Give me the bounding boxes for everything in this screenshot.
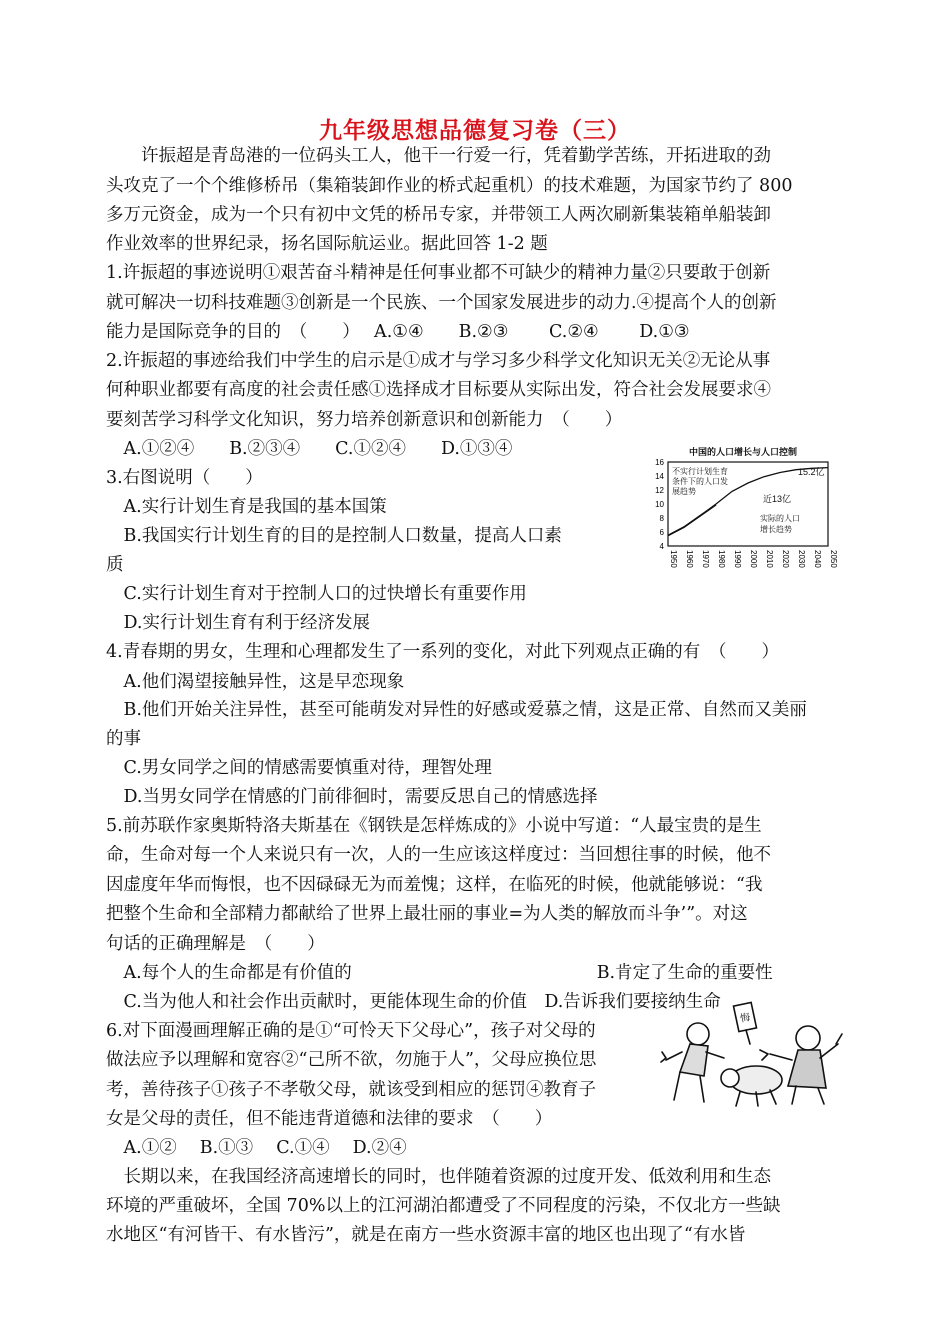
y-tick-label: 8 (659, 514, 664, 523)
x-axis-ticks (669, 550, 838, 568)
annotation-152: 15.2亿 (798, 467, 825, 477)
legend-actual-2: 增长趋势 (760, 525, 792, 534)
text-line: 句话的正确理解是 （ ） (106, 934, 325, 954)
text-line: 4.青春期的男女，生理和心理都发生了一系列的变化，对此下列观点正确的有 （ ） (106, 642, 779, 662)
y-tick-label: 6 (659, 528, 664, 537)
text-line: C.实行计划生育对于控制人口的过快增长有重要作用 (106, 584, 527, 604)
text-line: A.①②④ B.②③④ C.①②④ D.①③④ (106, 439, 513, 459)
x-tick-label: 2020 (781, 550, 790, 568)
text-line: 能力是国际竞争的目的 （ ） A.①④ B.②③ C.②④ D.①③ (106, 322, 690, 342)
x-tick-label: 2040 (813, 550, 822, 568)
text-line: 何种职业都要有高度的社会责任感①选择成才目标要从实际出发，符合社会发展要求④ (106, 380, 771, 400)
text-line: 女是父母的责任，但不能违背道德和法律的要求 （ ） (106, 1109, 553, 1129)
text-line: 因虚度年华而悔恨，也不因碌碌无为而羞愧；这样，在临死的时候，他就能够说：“我 (106, 875, 763, 895)
text-line: D.实行计划生育有利于经济发展 (106, 613, 370, 633)
chart-title: 中国的人口增长与人口控制 (688, 447, 798, 457)
x-tick-label: 2010 (765, 550, 774, 568)
legend-projection-1: 不实行计划生育 (672, 467, 728, 476)
page-title: 九年级思想品德复习卷（三） (319, 118, 631, 144)
text-line: 长期以来，在我国经济高速增长的同时，也伴随着资源的过度开发、低效利用和生态 (106, 1167, 771, 1187)
y-tick-label: 4 (659, 542, 664, 551)
legend-actual-1: 实际的人口 (760, 514, 800, 523)
text-line: A.他们渴望接触异性，这是早恋现象 (106, 672, 405, 692)
y-tick-label: 16 (655, 458, 664, 467)
text-line: 质 (106, 555, 124, 575)
actual-line (668, 505, 716, 536)
text-line: B.他们开始关注异性，甚至可能萌发对异性的好感或爱慕之情，这是正常、自然而又美丽 (106, 700, 807, 720)
cartoon-sign-text: 悔 (739, 1012, 752, 1025)
text-line: D.当男女同学在情感的门前徘徊时，需要反思自己的情感选择 (106, 787, 598, 807)
x-tick-label: 1960 (685, 550, 694, 568)
x-tick-label: 2050 (829, 550, 838, 568)
legend-projection-3: 展趋势 (672, 487, 696, 496)
text-line: 多万元资金，成为一个只有初中文凭的桥吊专家，并带领工人两次刷新集装箱单船装卸 (106, 205, 771, 225)
x-tick-label: 2000 (749, 550, 758, 568)
text-line: A.每个人的生命都是有价值的 B.肯定了生命的重要性 (106, 963, 773, 983)
text-line: 命，生命对每一个人来说只有一次，人的一生应该这样度过：当回想往事的时候，他不 (106, 845, 771, 865)
text-line: 把整个生命和全部精力都献给了世界上最壮丽的事业=为人类的解放而斗争’”。对这 (106, 904, 748, 924)
text-line: 的事 (106, 729, 141, 749)
text-line: 5.前苏联作家奥斯特洛夫斯基在《钢铁是怎样炼成的》小说中写道：“人最宝贵的是生 (106, 816, 762, 836)
x-tick-label: 1990 (733, 550, 742, 568)
annotation-13: 近13亿 (763, 494, 792, 504)
cartoon-illustration (660, 1000, 845, 1110)
text-line: 要刻苦学习科学文化知识，努力培养创新意识和创新能力 （ ） (106, 410, 623, 430)
y-tick-label: 12 (655, 486, 664, 495)
y-tick-label: 10 (655, 500, 664, 509)
text-line: B.我国实行计划生育的目的是控制人口数量，提高人口素 (106, 526, 562, 546)
x-tick-label: 2030 (797, 550, 806, 568)
text-line: A.①② B.①③ C.①④ D.②④ (106, 1138, 407, 1158)
text-line: 3.右图说明（ ） (106, 468, 263, 488)
text-line: 就可解决一切科技难题③创新是一个民族、一个国家发展进步的动力.④提高个人的创新 (106, 293, 777, 313)
text-line: 许振超是青岛港的一位码头工人，他干一行爱一行，凭着勤学苦练，开拓进取的劲 (106, 146, 771, 166)
text-line: C.男女同学之间的情感需要慎重对待，理智处理 (106, 758, 492, 778)
population-chart (648, 444, 838, 584)
x-tick-label: 1970 (701, 550, 710, 568)
text-line: 考，善待孩子①孩子不孝敬父母，就该受到相应的惩罚④教育子 (106, 1080, 596, 1100)
y-tick-label: 14 (655, 472, 664, 481)
text-line: 1.许振超的事迹说明①艰苦奋斗精神是任何事业都不可缺少的精神力量②只要敢于创新 (106, 263, 771, 283)
y-axis-ticks (655, 458, 664, 551)
text-line: C.当为他人和社会作出贡献时，更能体现生命的价值 D.告诉我们要接纳生命 (106, 992, 721, 1012)
text-line: 水地区“有河皆干、有水皆污”，就是在南方一些水资源丰富的地区也出现了“有水皆 (106, 1225, 746, 1245)
x-tick-label: 1980 (717, 550, 726, 568)
text-line: 头攻克了一个个维修桥吊（集箱装卸作业的桥式起重机）的技术难题，为国家节约了 800 (106, 176, 793, 196)
text-line: 6.对下面漫画理解正确的是①“可怜天下父母心”，孩子对父母的 (106, 1021, 596, 1041)
x-tick-label: 1950 (669, 550, 678, 568)
legend-projection-2: 条件下的人口发 (672, 477, 728, 486)
text-line: 作业效率的世界纪录，扬名国际航运业。据此回答 1-2 题 (106, 234, 548, 254)
text-line: A.实行计划生育是我国的基本国策 (106, 497, 387, 517)
text-line: 2.许振超的事迹给我们中学生的启示是①成才与学习多少科学文化知识无关②无论从事 (106, 351, 771, 371)
text-line: 做法应予以理解和宽容②“己所不欲，勿施于人”，父母应换位思 (106, 1050, 597, 1070)
text-line: 环境的严重破坏，全国 70%以上的江河湖泊都遭受了不同程度的污染，不仅北方一些缺 (106, 1196, 781, 1216)
